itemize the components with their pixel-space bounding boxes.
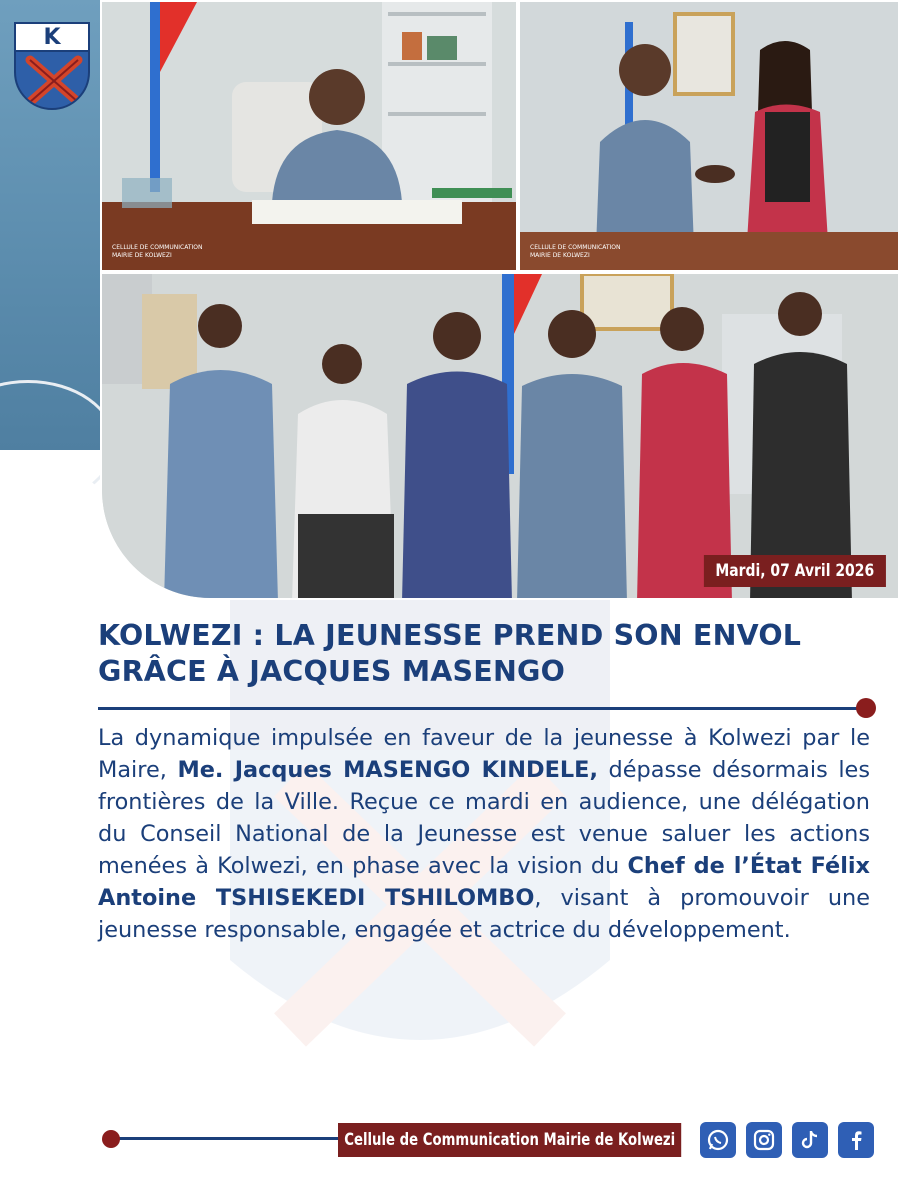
- photo-group-image: [102, 274, 900, 600]
- crest-shield: [14, 50, 90, 110]
- photo-handshake-image: [520, 2, 900, 272]
- tiktok-icon[interactable]: [792, 1122, 828, 1158]
- footer-divider-dot: [102, 1130, 120, 1148]
- footer-divider-line: [112, 1137, 338, 1140]
- instagram-icon[interactable]: [746, 1122, 782, 1158]
- divider-line: [98, 707, 864, 710]
- headline: [98, 618, 874, 690]
- head-of-state-name: Chef de l’État Félix Antoine TSHISEKEDI TSHILOMBO: [98, 853, 870, 911]
- date-badge: Mardi, 07 Avril 2026: [704, 555, 886, 587]
- photo-watermark-caption: CELLULE DE COMMUNICATION MAIRIE DE KOLWEZI: [112, 244, 203, 259]
- photo-mayor-at-desk-image: [102, 2, 518, 272]
- photo-handshake: [518, 0, 900, 272]
- photo-mayor-at-desk: [100, 0, 518, 272]
- photo-watermark-caption: CELLULE DE COMMUNICATION MAIRIE DE KOLWEZI: [530, 244, 621, 259]
- kolwezi-crest-logo: [14, 22, 90, 110]
- crest-letter: K: [14, 22, 90, 52]
- mayor-name: Me. Jacques MASENGO KINDELE,: [177, 757, 598, 783]
- headline-line-1: KOLWEZI : LA JEUNESSE PREND SON ENVOL: [98, 619, 802, 652]
- saltire-icon: [16, 52, 90, 110]
- divider-dot: [856, 698, 876, 718]
- facebook-icon[interactable]: [838, 1122, 874, 1158]
- photo-group-delegation: [100, 272, 900, 600]
- whatsapp-icon[interactable]: [700, 1122, 736, 1158]
- footer-label: Cellule de Communication Mairie de Kolwezi: [338, 1123, 681, 1157]
- article-body: La dynamique impulsée en faveur de la jeunesse à Kolwezi par le Maire, Me. Jacques MASENGO KINDELE, dépasse désormais les frontières de la Ville. Reçue ce mardi en audience, une délégation du Conseil National de la Jeunesse est venue saluer les actions menées à Kolwezi, en phase avec la vision du Chef de l’État Félix Antoine TSHISEKEDI TSHILOMBO, visant à promouvoir une jeunesse responsable, engagée et actrice du développement.: [98, 725, 870, 943]
- headline-line-2: GRÂCE À JACQUES MASENGO: [98, 655, 566, 688]
